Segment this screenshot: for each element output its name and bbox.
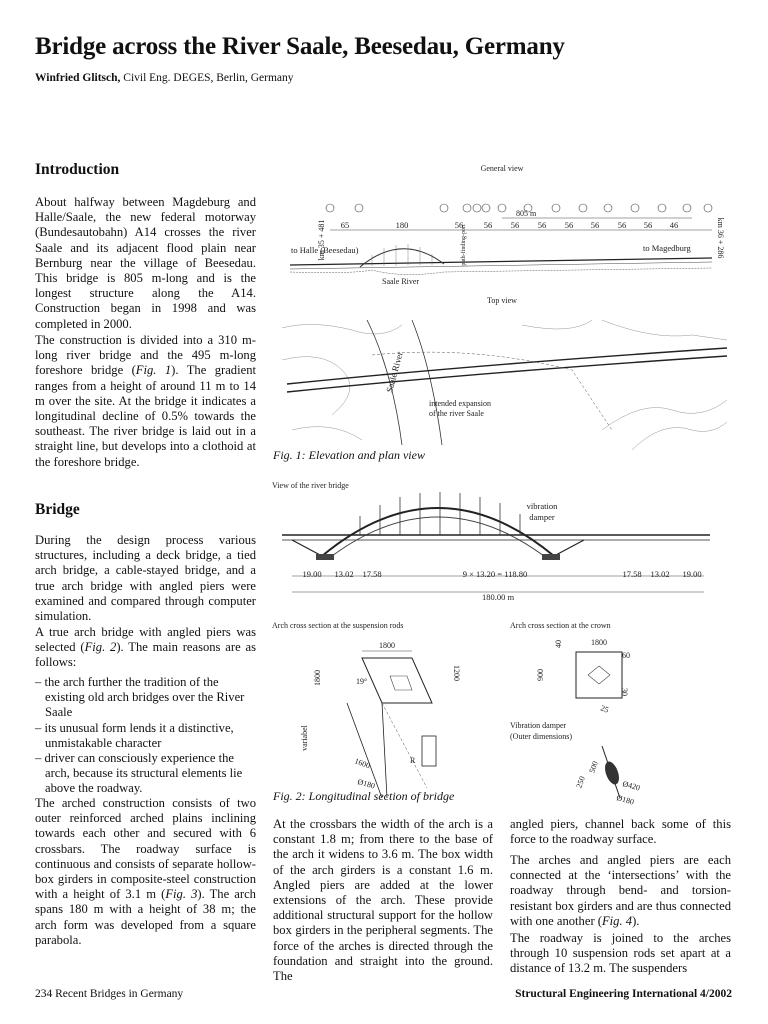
svg-text:56: 56 [510,220,520,230]
flood-label: path-finding-port [461,224,467,266]
svg-text:180: 180 [395,220,409,230]
svg-text:56: 56 [454,220,464,230]
svg-text:13.02: 13.02 [334,569,354,579]
svg-text:500: 500 [587,759,600,775]
svg-text:56: 56 [643,220,653,230]
svg-text:Ø420: Ø420 [621,779,641,793]
svg-text:Ø180: Ø180 [615,793,635,807]
svg-text:1800: 1800 [313,670,322,686]
km-right-label: km 36 + 286 [716,217,725,259]
col2-paragraph: At the crossbars the width of the arch is a constant 1.8 m; from there to the base of the arch it widens to 3.6 m. The box width of the arch girders is a constant 1.6 m. Angled piers are added at the lower extensions of the arch. These provide additional structural support for the hollow box girders in the peripheral segments. The force of the arches is directed through the foundation and straight into the ground. The [273,817,493,984]
list-item: – its unusual form lends it a distinctive, unmistakable character [35,720,234,750]
svg-text:1800: 1800 [591,638,607,647]
intro-heading: Introduction [35,161,120,178]
svg-text:17.58: 17.58 [622,569,642,579]
svg-text:40: 40 [554,640,563,648]
col3-paragraph-2: The arches and angled piers are each connected at the ‘intersections’ with the roadway through bend- and torsion-resistant box girders and are thus connected with one another (Fig. 4). [510,853,731,928]
svg-text:25: 25 [599,703,610,715]
crown-title: Arch cross section at the crown [510,621,611,630]
svg-text:46: 46 [669,220,679,230]
col3-paragraph-3: The roadway is joined to the arches through 10 suspension rods set apart at a distance of 13.2 m. The suspenders [510,931,731,976]
footer-left: 234 Recent Bridges in Germany [35,988,184,1000]
expansion-label: intended expansion of the river Saale [429,399,491,418]
svg-text:Ø180: Ø180 [356,777,376,791]
total-span-label: 180.00 m [481,592,515,602]
fig2-elevation-drawing [272,478,734,608]
reasons-list [35,675,256,797]
susp-title: Arch cross section at the suspension rods [272,621,404,630]
span-dimensions [302,569,701,579]
svg-text:60: 60 [622,651,630,660]
fig2-suspension-section [272,618,502,798]
svg-text:56: 56 [590,220,600,230]
general-view-label: General view [480,164,524,173]
svg-text:56: 56 [564,220,574,230]
svg-text:56: 56 [483,220,493,230]
svg-text:250: 250 [574,774,587,790]
bridge-paragraph-2: A true arch bridge with angled piers was selected (Fig. 2). The main reasons are as follows: [35,625,256,670]
damper-dims-label: Vibration damper (Outer dimensions) [510,721,572,741]
author-name: Winfried Glitsch, [35,72,121,84]
total-length-label: 805 m [516,209,537,218]
fig-ref: Fig. 1 [135,363,172,378]
bridge-heading: Bridge [35,501,80,518]
svg-text:1200: 1200 [452,665,461,681]
fig-ref: Fig. 3 [165,887,198,902]
svg-text:19.00: 19.00 [302,569,322,579]
svg-text:19.00: 19.00 [682,569,702,579]
fig2-caption: Fig. 2: Longitudinal section of bridge [273,789,455,803]
svg-text:1800: 1800 [379,641,395,650]
to-halle-label: to Halle (Beesedau) [291,245,359,255]
view-label: View of the river bridge [272,481,349,490]
saale-river-label: Saale River [382,277,420,286]
svg-text:30: 30 [620,688,629,696]
svg-text:variabel: variabel [300,725,309,751]
author-affiliation: Civil Eng. DEGES, Berlin, Germany [120,72,294,84]
bridge-paragraph-3: The arched construction consists of two outer reinforced arched plains inclining towards each other and secured with 6 crossbars. The roadway surface is continuous and consists of separate hollow-box girders in composite-steel construction with a height of 3.1 m (Fig. 3). The arch spans 180 m with a height of 38 m; the arch form was developed from a square parabola. [35,796,256,947]
list-item: – the arch further the tradition of the existing old arch bridges over the River Saale [35,675,245,720]
fig-ref: Fig. 2 [84,640,117,655]
author-line [35,72,294,84]
svg-text:17.58: 17.58 [362,569,382,579]
svg-text:900: 900 [536,669,545,681]
river-name-label: Saale River [384,350,405,394]
svg-text:56: 56 [617,220,627,230]
col3-paragraph-1: angled piers, channel back some of this force to the roadway surface. [510,817,731,847]
svg-text:65: 65 [340,220,350,230]
top-view-label: Top view [487,296,517,305]
article-title: Bridge across the River Saale, Beesedau, Germany [35,33,565,60]
bridge-paragraph-1: During the design process various structures, including a deck bridge, a tied arch bridge, a cable-stayed bridge, and a true arch bridge with angled piers were examined and compared through computer simulation. [35,533,256,624]
svg-text:1600: 1600 [353,756,372,771]
intro-paragraph-1: About halfway between Magdeburg and Halle/Saale, the new federal motorway (Bundesautobahn) A14 crosses the river Saale and its adjacent flood plain near Bernburg near the village of Beesedau. This bridge is 805 m-long and is the longest structure along the A14. Construction began in 1998 and was completed in 2000. [35,195,256,331]
fig1-caption: Fig. 1: Elevation and plan view [273,448,425,462]
km-left-label: km 35 + 481 [317,219,326,261]
svg-text:56: 56 [537,220,547,230]
svg-text:R: R [410,756,416,765]
span-labels [341,220,679,230]
fig2-crown-section [510,618,734,808]
svg-text:9 × 13.20 = 118.80: 9 × 13.20 = 118.80 [462,569,528,579]
svg-text:13.02: 13.02 [650,569,670,579]
intro-paragraph-2: The construction is divided into a 310 m-long river bridge and the 495 m-long foreshore bridge (Fig. 1). The gradient ranges from a height of around 11 m to 14 m over the site. At the bridge it indicates a longitudinal decline of 0.5% towards the southeast. The river bridge is laid out in a straight line, but develops into a clothoid at the foreshore bridge. [35,333,256,469]
to-magdeburg-label: to Magedburg [643,243,691,253]
svg-text:19°: 19° [356,677,368,686]
list-item: – driver can consciously experience the arch, because its structural elements lie above the roadway. [35,751,243,796]
fig-ref: Fig. 4 [601,913,633,928]
damper-label: vibration damper [526,501,558,522]
fig1-drawing [272,160,734,460]
footer-right: Structural Engineering International 4/2002 [515,988,732,1000]
